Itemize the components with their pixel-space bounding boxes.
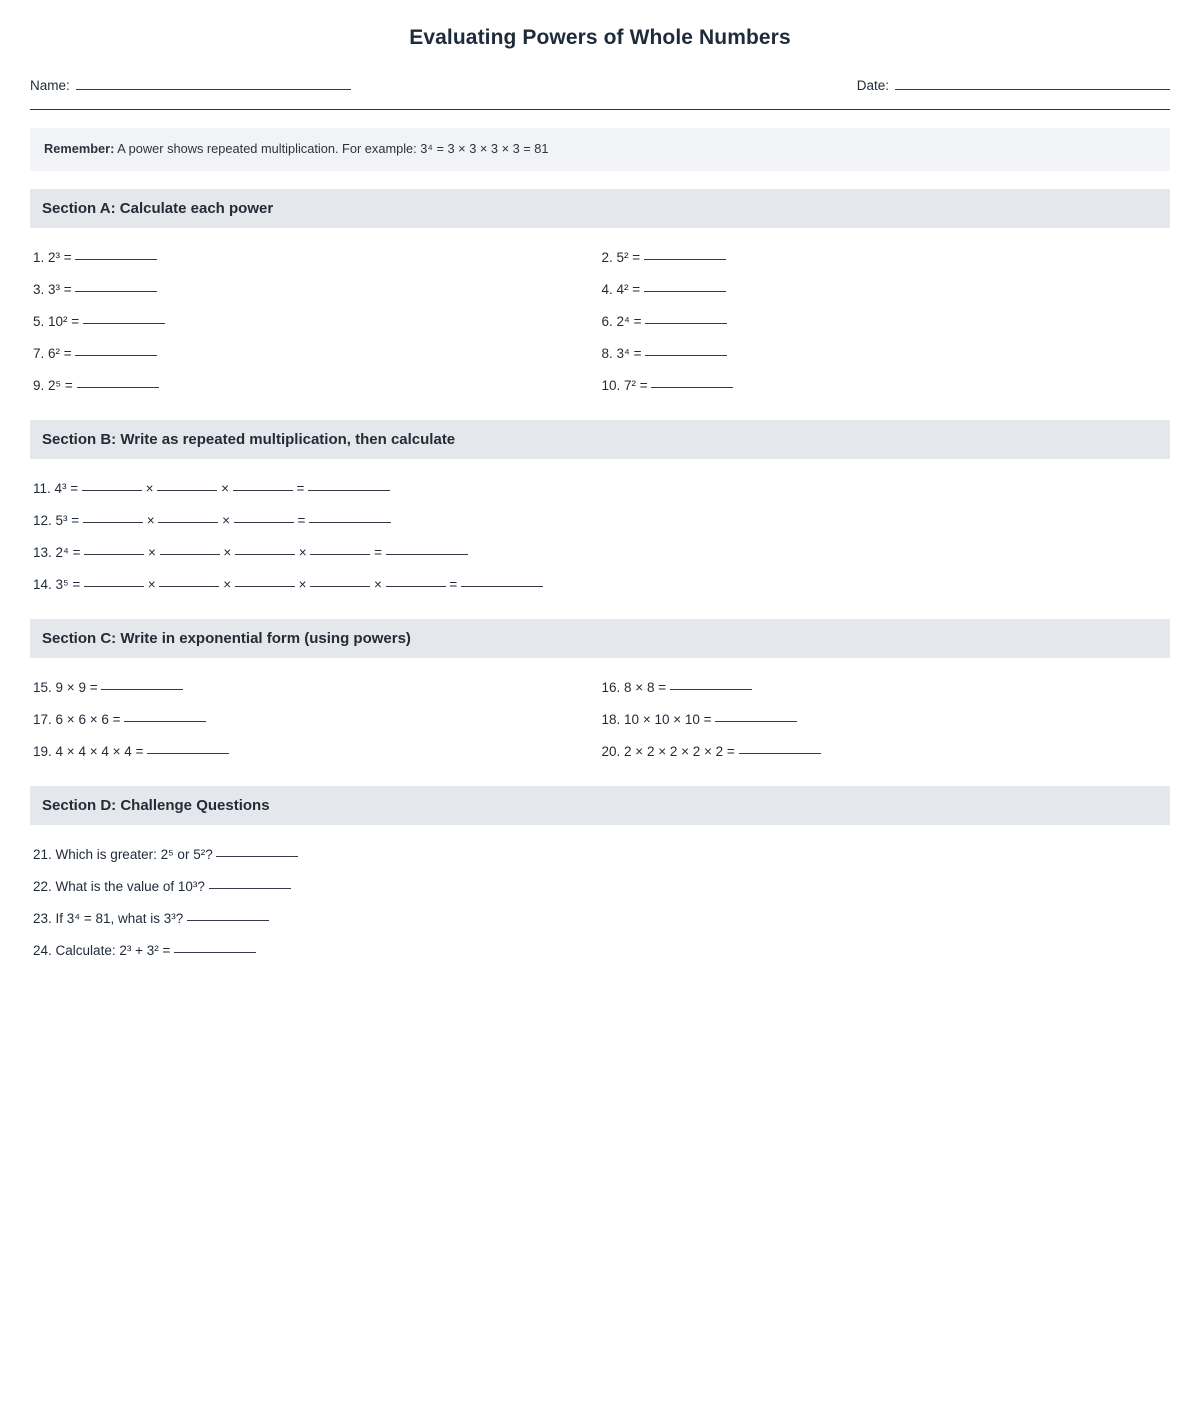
question-prompt: 4 × 4 × 4 × 4 = bbox=[55, 744, 144, 760]
question-item bbox=[33, 473, 1170, 505]
inline-blank[interactable] bbox=[159, 585, 219, 587]
inline-blank[interactable] bbox=[386, 585, 446, 587]
question-number: 5. bbox=[33, 314, 45, 330]
answer-blank[interactable] bbox=[75, 258, 157, 260]
question-item bbox=[33, 505, 1170, 537]
inline-blank[interactable] bbox=[234, 521, 294, 523]
section-heading: Section D: Challenge Questions bbox=[30, 786, 1170, 825]
question-group bbox=[30, 672, 1170, 768]
question-number: 6. bbox=[601, 314, 613, 330]
inline-blank[interactable] bbox=[235, 553, 295, 555]
question-prompt: 4³ = × × = bbox=[55, 481, 391, 496]
answer-blank[interactable] bbox=[209, 887, 291, 889]
question-item bbox=[602, 704, 1171, 736]
inline-blank[interactable] bbox=[83, 521, 143, 523]
inline-blank[interactable] bbox=[461, 585, 543, 587]
answer-blank[interactable] bbox=[147, 752, 229, 754]
answer-blank[interactable] bbox=[77, 386, 159, 388]
question-prompt: Which is greater: 2⁵ or 5²? bbox=[55, 847, 213, 863]
inline-blank[interactable] bbox=[310, 585, 370, 587]
question-number: 21. bbox=[33, 847, 52, 863]
question-number: 8. bbox=[601, 346, 613, 362]
section-heading: Section B: Write as repeated multiplication, then calculate bbox=[30, 420, 1170, 459]
inline-blank[interactable] bbox=[157, 489, 217, 491]
question-prompt: What is the value of 10³? bbox=[55, 879, 205, 895]
question-item bbox=[602, 274, 1171, 306]
question-number: 24. bbox=[33, 943, 52, 959]
answer-blank[interactable] bbox=[644, 290, 726, 292]
question-number: 23. bbox=[33, 911, 52, 927]
name-field-group bbox=[30, 78, 351, 93]
answer-blank[interactable] bbox=[187, 919, 269, 921]
remember-callout bbox=[30, 128, 1170, 171]
question-item bbox=[33, 338, 602, 370]
question-number: 15. bbox=[33, 680, 52, 696]
answer-blank[interactable] bbox=[101, 688, 183, 690]
name-label: Name: bbox=[30, 78, 70, 93]
name-input-line[interactable] bbox=[76, 88, 351, 90]
question-number: 4. bbox=[601, 282, 613, 298]
question-item bbox=[33, 839, 1170, 871]
question-number: 1. bbox=[33, 250, 45, 266]
date-input-line[interactable] bbox=[895, 88, 1170, 90]
question-item bbox=[602, 338, 1171, 370]
question-item bbox=[33, 537, 1170, 569]
date-label: Date: bbox=[856, 78, 889, 93]
question-item bbox=[33, 704, 602, 736]
question-item bbox=[602, 672, 1171, 704]
question-prompt: 6² = bbox=[48, 346, 72, 362]
answer-blank[interactable] bbox=[670, 688, 752, 690]
question-item bbox=[602, 306, 1171, 338]
question-prompt: If 3⁴ = 81, what is 3³? bbox=[55, 911, 184, 927]
answer-blank[interactable] bbox=[645, 354, 727, 356]
answer-blank[interactable] bbox=[651, 386, 733, 388]
question-number: 22. bbox=[33, 879, 52, 895]
inline-blank[interactable] bbox=[233, 489, 293, 491]
answer-blank[interactable] bbox=[83, 322, 165, 324]
question-item bbox=[602, 736, 1171, 768]
question-prompt: 2⁴ = bbox=[616, 314, 642, 330]
question-number: 2. bbox=[601, 250, 613, 266]
question-prompt: 3³ = bbox=[48, 282, 72, 298]
question-item bbox=[33, 672, 602, 704]
question-item bbox=[33, 903, 1170, 935]
question-prompt: 5² = bbox=[616, 250, 641, 266]
question-item bbox=[33, 736, 602, 768]
inline-blank[interactable] bbox=[82, 489, 142, 491]
question-prompt: 7² = bbox=[624, 378, 648, 394]
question-prompt: 4² = bbox=[616, 282, 641, 298]
question-item bbox=[602, 370, 1171, 402]
question-number: 20. bbox=[601, 744, 621, 760]
question-number: 9. bbox=[33, 378, 45, 394]
answer-blank[interactable] bbox=[739, 752, 821, 754]
inline-blank[interactable] bbox=[310, 553, 370, 555]
question-number: 3. bbox=[33, 282, 45, 298]
question-item bbox=[33, 306, 602, 338]
sections-container bbox=[30, 189, 1170, 967]
inline-blank[interactable] bbox=[84, 553, 144, 555]
question-number: 17. bbox=[33, 712, 52, 728]
question-prompt: 2³ = bbox=[48, 250, 72, 266]
question-item bbox=[33, 569, 1170, 601]
date-field-group bbox=[857, 78, 1170, 93]
section-heading: Section C: Write in exponential form (using powers) bbox=[30, 619, 1170, 658]
answer-blank[interactable] bbox=[715, 720, 797, 722]
page-title: Evaluating Powers of Whole Numbers bbox=[409, 26, 791, 49]
inline-blank[interactable] bbox=[308, 489, 390, 491]
answer-blank[interactable] bbox=[124, 720, 206, 722]
question-item bbox=[33, 871, 1170, 903]
question-prompt: 2⁵ = bbox=[48, 378, 73, 394]
worksheet-page bbox=[0, 26, 1200, 1426]
inline-blank[interactable] bbox=[235, 585, 295, 587]
question-prompt: 9 × 9 = bbox=[55, 680, 98, 696]
question-prompt: 10 × 10 × 10 = bbox=[624, 712, 712, 728]
question-number: 12. bbox=[33, 513, 52, 529]
question-prompt: 2 × 2 × 2 × 2 × 2 = bbox=[624, 744, 735, 760]
inline-blank[interactable] bbox=[84, 585, 144, 587]
question-prompt: 10² = bbox=[48, 314, 80, 330]
question-item bbox=[33, 242, 602, 274]
question-number: 10. bbox=[601, 378, 621, 394]
question-item bbox=[602, 242, 1171, 274]
inline-blank[interactable] bbox=[309, 521, 391, 523]
answer-blank[interactable] bbox=[75, 290, 157, 292]
name-date-row bbox=[30, 78, 1170, 93]
remember-label: Remember: bbox=[44, 141, 115, 156]
question-item bbox=[33, 370, 602, 402]
question-number: 14. bbox=[33, 577, 52, 593]
question-number: 13. bbox=[33, 545, 52, 561]
question-group bbox=[30, 242, 1170, 402]
remember-text: A power shows repeated multiplication. For example: 3⁴ = 3 × 3 × 3 × 3 = 81 bbox=[117, 141, 549, 156]
question-number: 7. bbox=[33, 346, 45, 362]
question-item bbox=[33, 935, 1170, 967]
inline-blank[interactable] bbox=[386, 553, 468, 555]
answer-blank[interactable] bbox=[75, 354, 157, 356]
question-prompt: Calculate: 2³ + 3² = bbox=[55, 943, 171, 959]
header-divider bbox=[30, 109, 1170, 110]
section-heading: Section A: Calculate each power bbox=[30, 189, 1170, 228]
inline-blank[interactable] bbox=[158, 521, 218, 523]
question-item bbox=[33, 274, 602, 306]
question-number: 11. bbox=[33, 481, 51, 497]
question-number: 19. bbox=[33, 744, 52, 760]
answer-blank[interactable] bbox=[645, 322, 727, 324]
question-prompt: 6 × 6 × 6 = bbox=[55, 712, 121, 728]
answer-blank[interactable] bbox=[644, 258, 726, 260]
question-number: 18. bbox=[601, 712, 621, 728]
question-prompt: 2⁴ = × × × = bbox=[56, 545, 468, 560]
question-prompt: 3⁴ = bbox=[616, 346, 642, 362]
question-group bbox=[30, 839, 1170, 967]
question-prompt: 5³ = × × = bbox=[56, 513, 392, 528]
question-group bbox=[30, 473, 1170, 601]
answer-blank[interactable] bbox=[216, 855, 298, 857]
question-prompt: 8 × 8 = bbox=[624, 680, 667, 696]
inline-blank[interactable] bbox=[160, 553, 220, 555]
answer-blank[interactable] bbox=[174, 951, 256, 953]
question-number: 16. bbox=[601, 680, 621, 696]
question-prompt: 3⁵ = × × × × = bbox=[56, 577, 543, 592]
